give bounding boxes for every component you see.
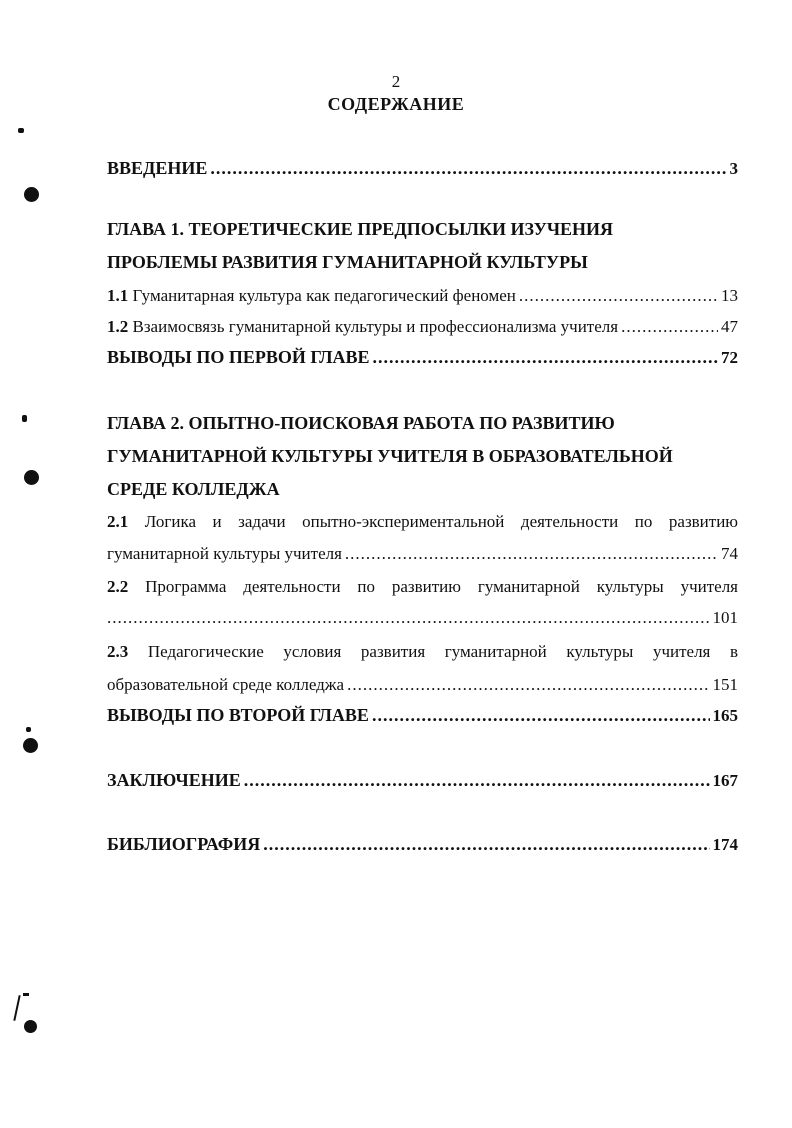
conclusions-label: ВЫВОДЫ ПО ПЕРВОЙ ГЛАВЕ bbox=[107, 347, 370, 367]
toc-intro[interactable] bbox=[107, 158, 738, 179]
punch-hole bbox=[23, 738, 38, 753]
chapter1-heading-line2[interactable]: ПРОБЛЕМЫ РАЗВИТИЯ ГУМАНИТАРНОЙ КУЛЬТУРЫ bbox=[107, 252, 588, 272]
section-page: 101 bbox=[712, 608, 738, 627]
leader-dots bbox=[345, 544, 718, 564]
leader-dots bbox=[372, 705, 710, 726]
leader-dots bbox=[519, 286, 718, 306]
section-title-cont: гуманитарной культуры учителя bbox=[107, 544, 342, 563]
section-title: Взаимосвязь гуманитарной культуры и профессионализма учителя bbox=[132, 317, 619, 336]
section-title: Педагогические условия развития гуманитарной культуры учителя в bbox=[147, 642, 739, 661]
bibliography-page: 174 bbox=[712, 835, 738, 854]
leader-dots bbox=[263, 834, 709, 855]
chapter2-heading-line1[interactable]: ГЛАВА 2. ОПЫТНО-ПОИСКОВАЯ РАБОТА ПО РАЗВИТИЮ bbox=[107, 413, 615, 433]
punch-hole bbox=[24, 470, 39, 485]
conclusion-label: ЗАКЛЮЧЕНИЕ bbox=[107, 770, 241, 790]
section-page: 74 bbox=[721, 544, 738, 563]
section-number: 1.2 bbox=[107, 317, 129, 336]
leader-dots bbox=[244, 770, 710, 791]
toc-section-1-2[interactable] bbox=[107, 317, 738, 337]
conclusions-page: 165 bbox=[712, 706, 738, 725]
punch-hole bbox=[24, 1020, 37, 1033]
scan-speck bbox=[23, 993, 29, 996]
conclusion-page: 167 bbox=[712, 771, 738, 790]
conclusions-page: 72 bbox=[721, 348, 738, 367]
scan-speck bbox=[18, 128, 24, 133]
toc-chapter2-conclusions[interactable] bbox=[107, 705, 738, 726]
toc-section-2-1-line1[interactable] bbox=[107, 512, 738, 532]
section-title: Программа деятельности по развитию гуманитарной культуры учителя bbox=[145, 577, 738, 596]
scan-speck bbox=[26, 727, 31, 732]
chapter1-heading-line1[interactable]: ГЛАВА 1. ТЕОРЕТИЧЕСКИЕ ПРЕДПОСЫЛКИ ИЗУЧЕНИЯ bbox=[107, 219, 614, 239]
toc-section-1-1[interactable] bbox=[107, 286, 738, 306]
leader-dots bbox=[210, 158, 726, 179]
toc-section-2-3-line1[interactable] bbox=[107, 642, 738, 662]
toc-intro-page: 3 bbox=[729, 159, 738, 178]
scan-speck bbox=[22, 415, 27, 422]
page-number: 2 bbox=[391, 72, 401, 91]
section-page: 13 bbox=[721, 286, 738, 305]
toc-section-2-1-line2[interactable] bbox=[107, 544, 738, 564]
conclusions-label: ВЫВОДЫ ПО ВТОРОЙ ГЛАВЕ bbox=[107, 705, 369, 725]
leader-dots bbox=[621, 317, 718, 337]
punch-hole bbox=[24, 187, 39, 202]
section-number: 2.2 bbox=[107, 577, 129, 596]
toc-section-2-2-line1[interactable] bbox=[107, 577, 738, 597]
leader-dots bbox=[347, 675, 709, 695]
section-number: 2.1 bbox=[107, 512, 129, 531]
toc-section-2-3-line2[interactable] bbox=[107, 675, 738, 695]
bibliography-label: БИБЛИОГРАФИЯ bbox=[107, 834, 261, 854]
scan-speck bbox=[13, 995, 20, 1021]
chapter2-heading-line2[interactable]: ГУМАНИТАРНОЙ КУЛЬТУРЫ УЧИТЕЛЯ В ОБРАЗОВАТЕЛЬНОЙ bbox=[107, 446, 673, 466]
section-number: 2.3 bbox=[107, 642, 129, 661]
toc-intro-label: ВВЕДЕНИЕ bbox=[107, 158, 208, 178]
toc-conclusion[interactable] bbox=[107, 770, 738, 791]
section-page: 151 bbox=[712, 675, 738, 694]
section-page: 47 bbox=[721, 317, 738, 336]
leader-dots bbox=[373, 347, 718, 368]
leader-dots bbox=[107, 608, 710, 628]
section-title: Логика и задачи опытно-экспериментальной деятельности по развитию bbox=[144, 512, 739, 531]
toc-bibliography[interactable] bbox=[107, 834, 738, 855]
chapter2-heading-line3[interactable]: СРЕДЕ КОЛЛЕДЖА bbox=[107, 479, 280, 499]
toc-chapter1-conclusions[interactable] bbox=[107, 347, 738, 368]
page-title: СОДЕРЖАНИЕ bbox=[327, 94, 465, 114]
section-title: Гуманитарная культура как педагогический феномен bbox=[132, 286, 516, 305]
section-number: 1.1 bbox=[107, 286, 129, 305]
toc-section-2-2-line2[interactable] bbox=[107, 608, 738, 628]
section-title-cont: образовательной среде колледжа bbox=[107, 675, 345, 694]
